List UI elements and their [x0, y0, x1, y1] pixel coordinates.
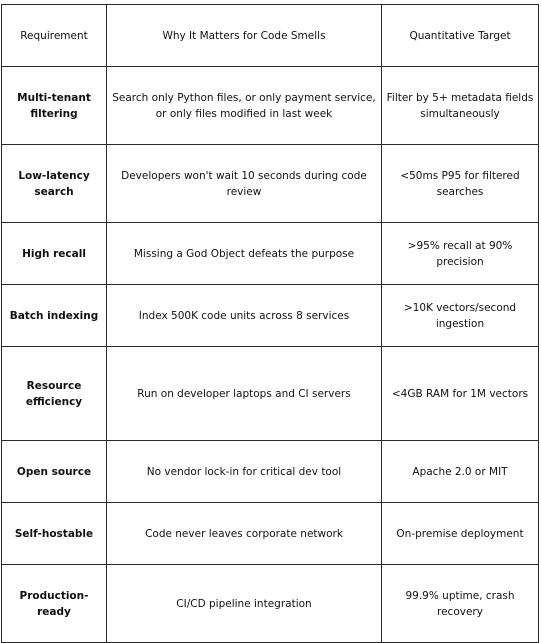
requirements-table-container [1, 4, 539, 643]
table-row [2, 285, 539, 347]
table-header-row [2, 5, 539, 67]
requirement-cell: Multi-tenant filtering [2, 67, 107, 145]
why-cell: Run on developer laptops and CI servers [107, 347, 382, 441]
header-why: Why It Matters for Code Smells [107, 5, 382, 67]
table-row [2, 441, 539, 503]
why-cell: Code never leaves corporate network [107, 503, 382, 565]
header-requirement: Requirement [2, 5, 107, 67]
table-row [2, 67, 539, 145]
requirement-cell: Self-hostable [2, 503, 107, 565]
requirement-cell: Resource efficiency [2, 347, 107, 441]
why-cell: No vendor lock-in for critical dev tool [107, 441, 382, 503]
table-row [2, 145, 539, 223]
target-cell: <50ms P95 for filtered searches [382, 145, 539, 223]
table-row [2, 223, 539, 285]
table-row [2, 347, 539, 441]
table-row [2, 503, 539, 565]
target-cell: >95% recall at 90% precision [382, 223, 539, 285]
header-target: Quantitative Target [382, 5, 539, 67]
why-cell: Missing a God Object defeats the purpose [107, 223, 382, 285]
requirement-cell: Batch indexing [2, 285, 107, 347]
requirements-table [1, 4, 539, 643]
why-cell: Developers won't wait 10 seconds during code review [107, 145, 382, 223]
target-cell: <4GB RAM for 1M vectors [382, 347, 539, 441]
why-cell: Search only Python files, or only payment service, or only files modified in last week [107, 67, 382, 145]
target-cell: On-premise deployment [382, 503, 539, 565]
table-row [2, 565, 539, 643]
requirement-cell: High recall [2, 223, 107, 285]
target-cell: Apache 2.0 or MIT [382, 441, 539, 503]
requirement-cell: Production-ready [2, 565, 107, 643]
target-cell: Filter by 5+ metadata fields simultaneously [382, 67, 539, 145]
why-cell: Index 500K code units across 8 services [107, 285, 382, 347]
why-cell: CI/CD pipeline integration [107, 565, 382, 643]
target-cell: >10K vectors/second ingestion [382, 285, 539, 347]
target-cell: 99.9% uptime, crash recovery [382, 565, 539, 643]
requirement-cell: Open source [2, 441, 107, 503]
requirement-cell: Low-latency search [2, 145, 107, 223]
